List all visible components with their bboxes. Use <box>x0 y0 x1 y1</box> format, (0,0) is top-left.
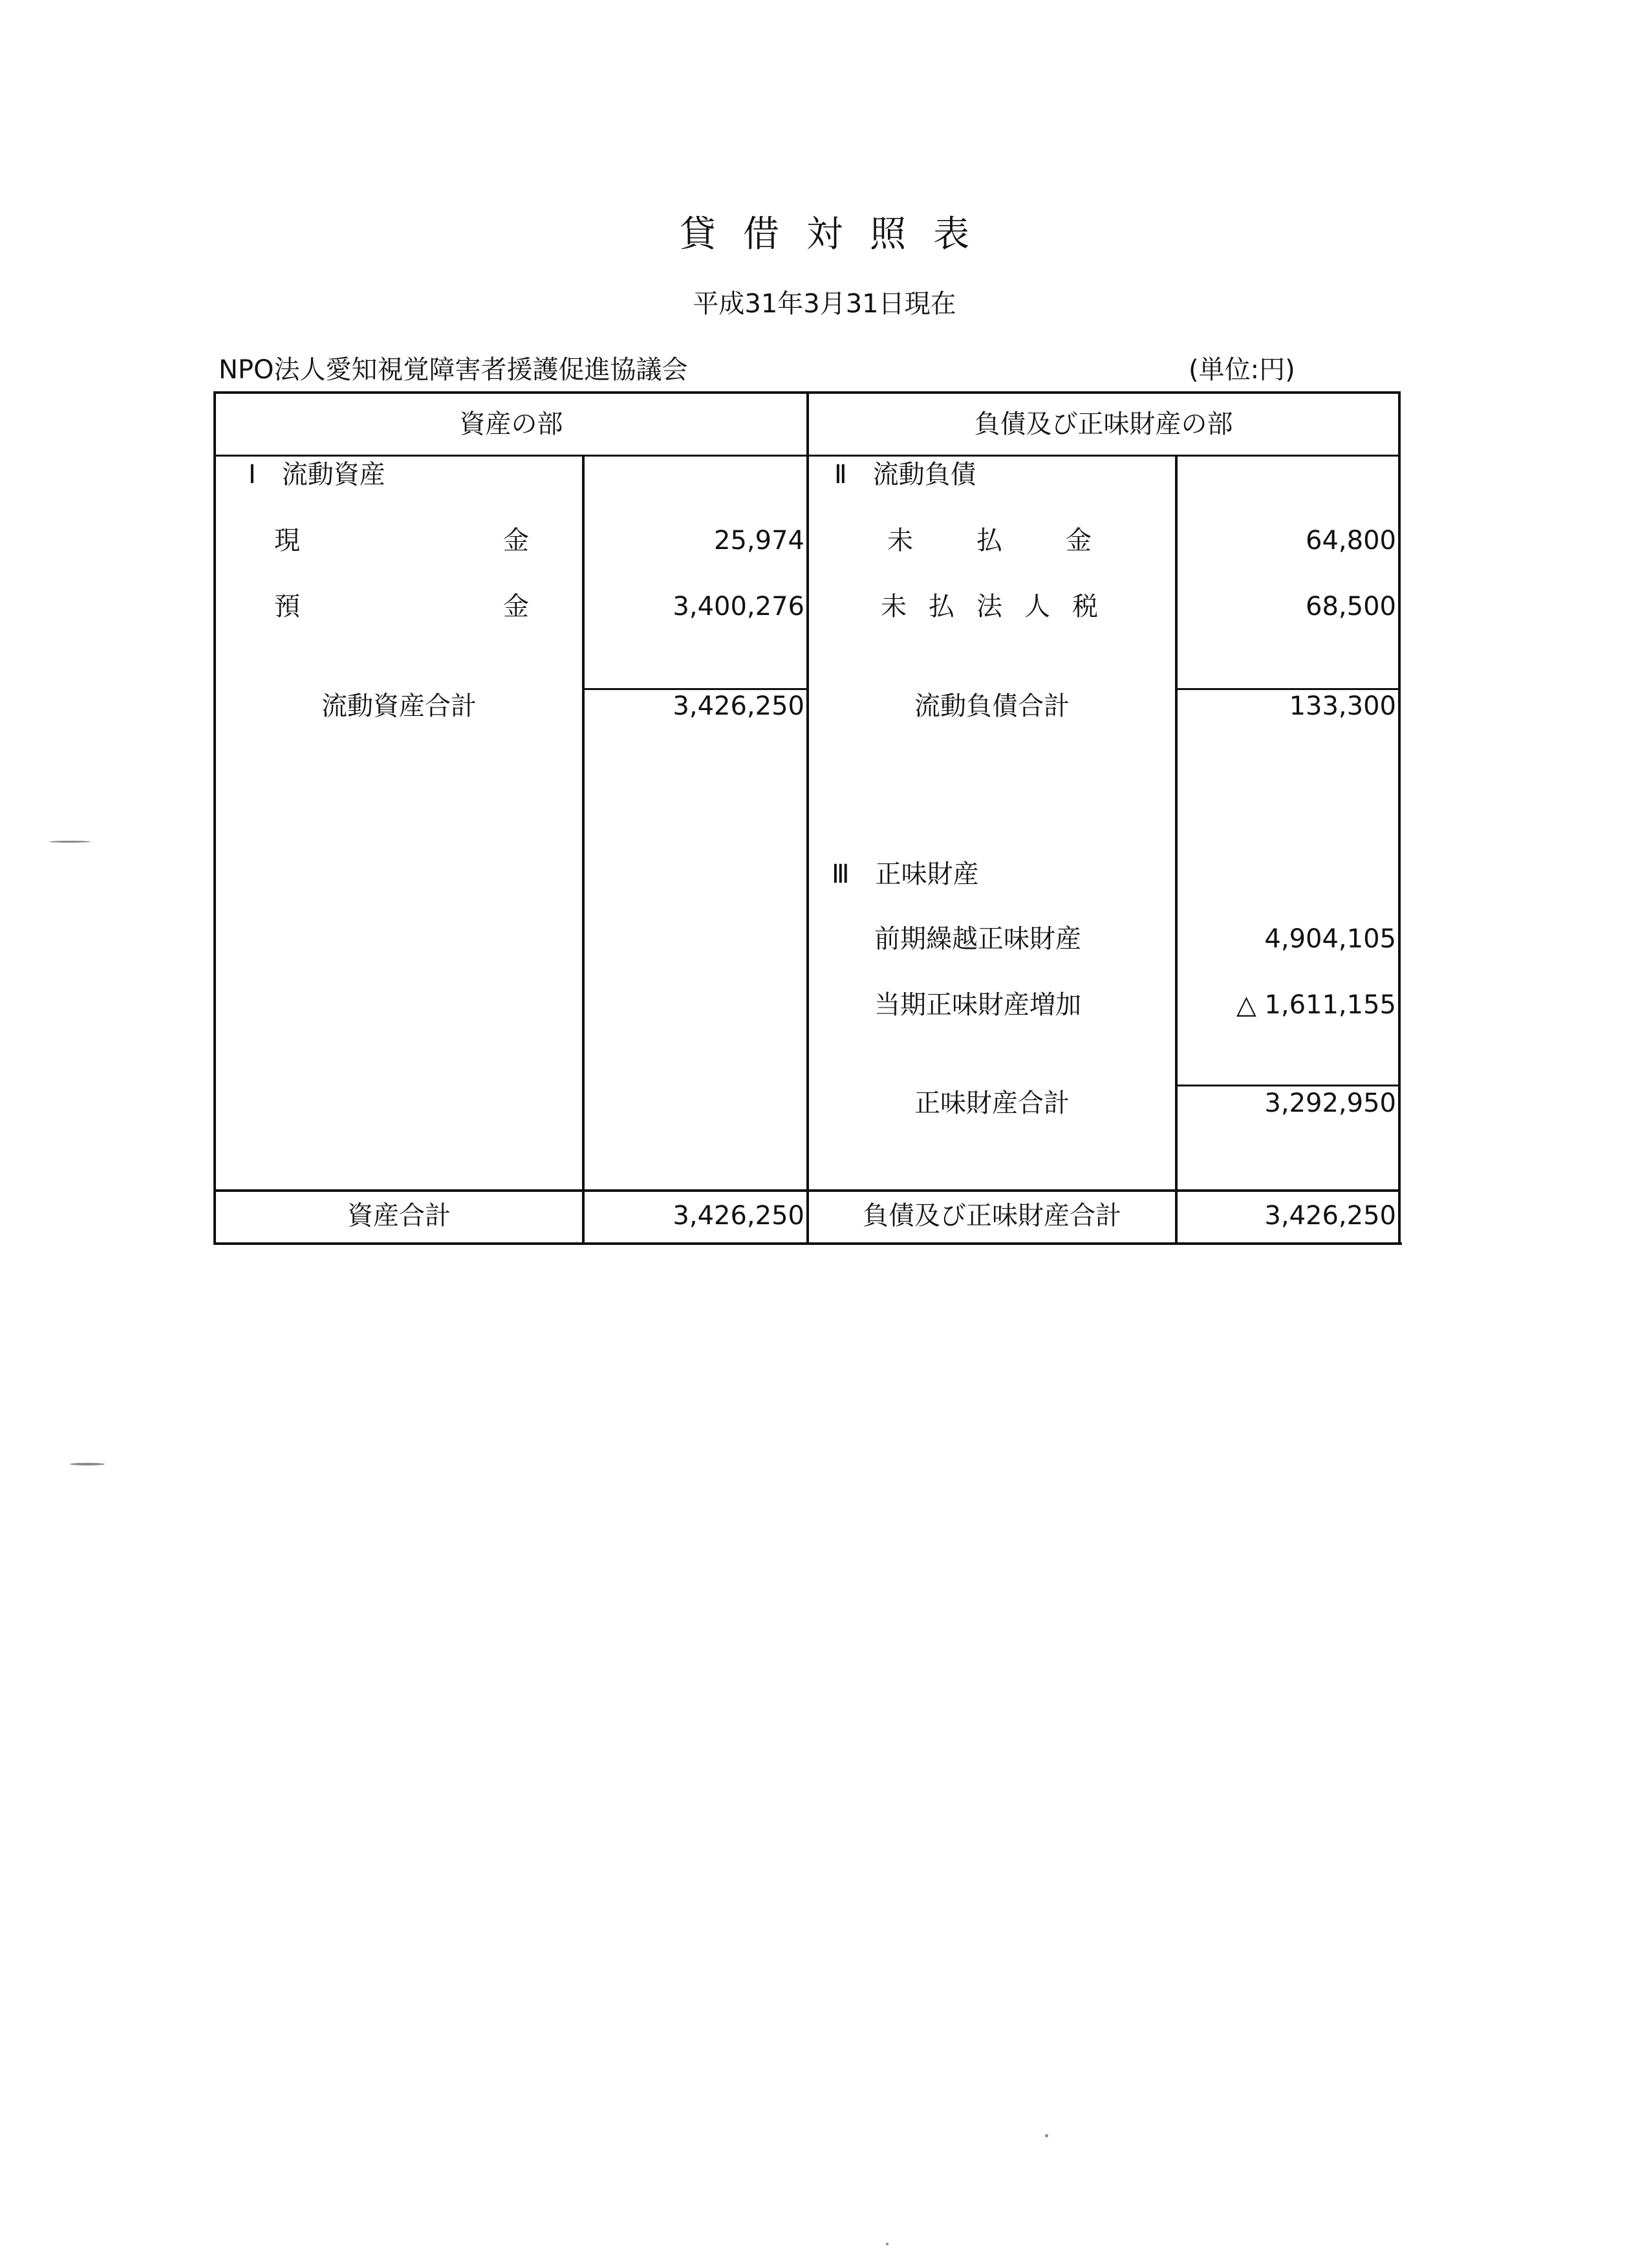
assets-total-value: 3,426,250 <box>673 1201 804 1231</box>
label-char: 金 <box>503 526 529 556</box>
liability-item-label-corporate-tax-payable <box>881 591 1098 622</box>
current-assets-subtotal-value: 3,426,250 <box>673 691 804 721</box>
liability-subtotal-line <box>1175 688 1399 690</box>
label-char: 払 <box>976 526 1002 556</box>
table-border-right <box>1398 391 1401 1245</box>
current-liabilities-section-label: Ⅱ 流動負債 <box>834 460 976 490</box>
label-char: 金 <box>1066 526 1092 556</box>
organization-name: NPO法人愛知視覚障害者援護促進協議会 <box>219 355 688 385</box>
table-border-left <box>213 391 216 1245</box>
liabilities-and-net-assets-total-value: 3,426,250 <box>1264 1201 1396 1231</box>
liability-amount-column-line <box>1175 455 1178 1244</box>
liability-item-value-accounts-payable: 64,800 <box>1306 526 1396 556</box>
label-char: 法 <box>976 592 1002 621</box>
table-border-bottom <box>216 1242 1402 1245</box>
scan-mark <box>70 1463 105 1465</box>
scan-mark <box>1045 2134 1048 2137</box>
label-char: 金 <box>503 592 529 621</box>
net-assets-item-label-current-increase: 当期正味財産増加 <box>874 990 1081 1020</box>
assets-total-label: 資産合計 <box>347 1201 451 1231</box>
total-row-divider <box>213 1189 1399 1192</box>
label-char: 人 <box>1024 592 1050 621</box>
current-assets-section-label: Ⅰ 流動資産 <box>248 460 385 490</box>
net-assets-item-value-prior-period: 4,904,105 <box>1264 924 1396 954</box>
liability-item-value-corporate-tax-payable: 68,500 <box>1306 592 1396 621</box>
scan-mark <box>886 2243 889 2245</box>
liability-item-label-accounts-payable <box>887 525 1092 556</box>
net-assets-subtotal-line <box>1175 1085 1399 1086</box>
asset-item-value-deposit: 3,400,276 <box>673 592 804 621</box>
asset-item-value-cash: 25,974 <box>714 526 804 556</box>
asset-subtotal-line <box>582 688 808 690</box>
liabilities-header: 負債及び正味財産の部 <box>974 409 1233 439</box>
assets-header: 資産の部 <box>459 409 563 439</box>
label-char: 払 <box>929 592 954 621</box>
label-char: 未 <box>881 592 907 621</box>
label-char: 税 <box>1072 592 1098 621</box>
document-date: 平成31年3月31日現在 <box>693 289 956 319</box>
net-assets-subtotal-label: 正味財産合計 <box>914 1088 1070 1118</box>
scan-mark <box>49 841 91 843</box>
document-title: 貸借対照表 <box>680 213 997 255</box>
label-char: 現 <box>274 526 300 556</box>
current-assets-subtotal-label: 流動資産合計 <box>321 691 477 721</box>
current-liabilities-subtotal-value: 133,300 <box>1289 691 1396 721</box>
net-assets-subtotal-value: 3,292,950 <box>1264 1088 1396 1118</box>
asset-amount-column-line <box>582 455 585 1244</box>
asset-item-label-deposit <box>274 591 529 622</box>
net-assets-section-label: Ⅲ 正味財産 <box>832 859 979 889</box>
current-liabilities-subtotal-label: 流動負債合計 <box>914 691 1070 721</box>
unit-label: (単位:円) <box>1189 355 1295 385</box>
label-char: 預 <box>274 592 300 621</box>
label-char: 未 <box>887 526 913 556</box>
asset-item-label-cash <box>274 525 529 556</box>
net-assets-item-value-current-increase: △ 1,611,155 <box>1236 990 1396 1020</box>
liabilities-and-net-assets-total-label: 負債及び正味財産合計 <box>863 1201 1121 1231</box>
net-assets-item-label-prior-period: 前期繰越正味財産 <box>874 924 1081 954</box>
